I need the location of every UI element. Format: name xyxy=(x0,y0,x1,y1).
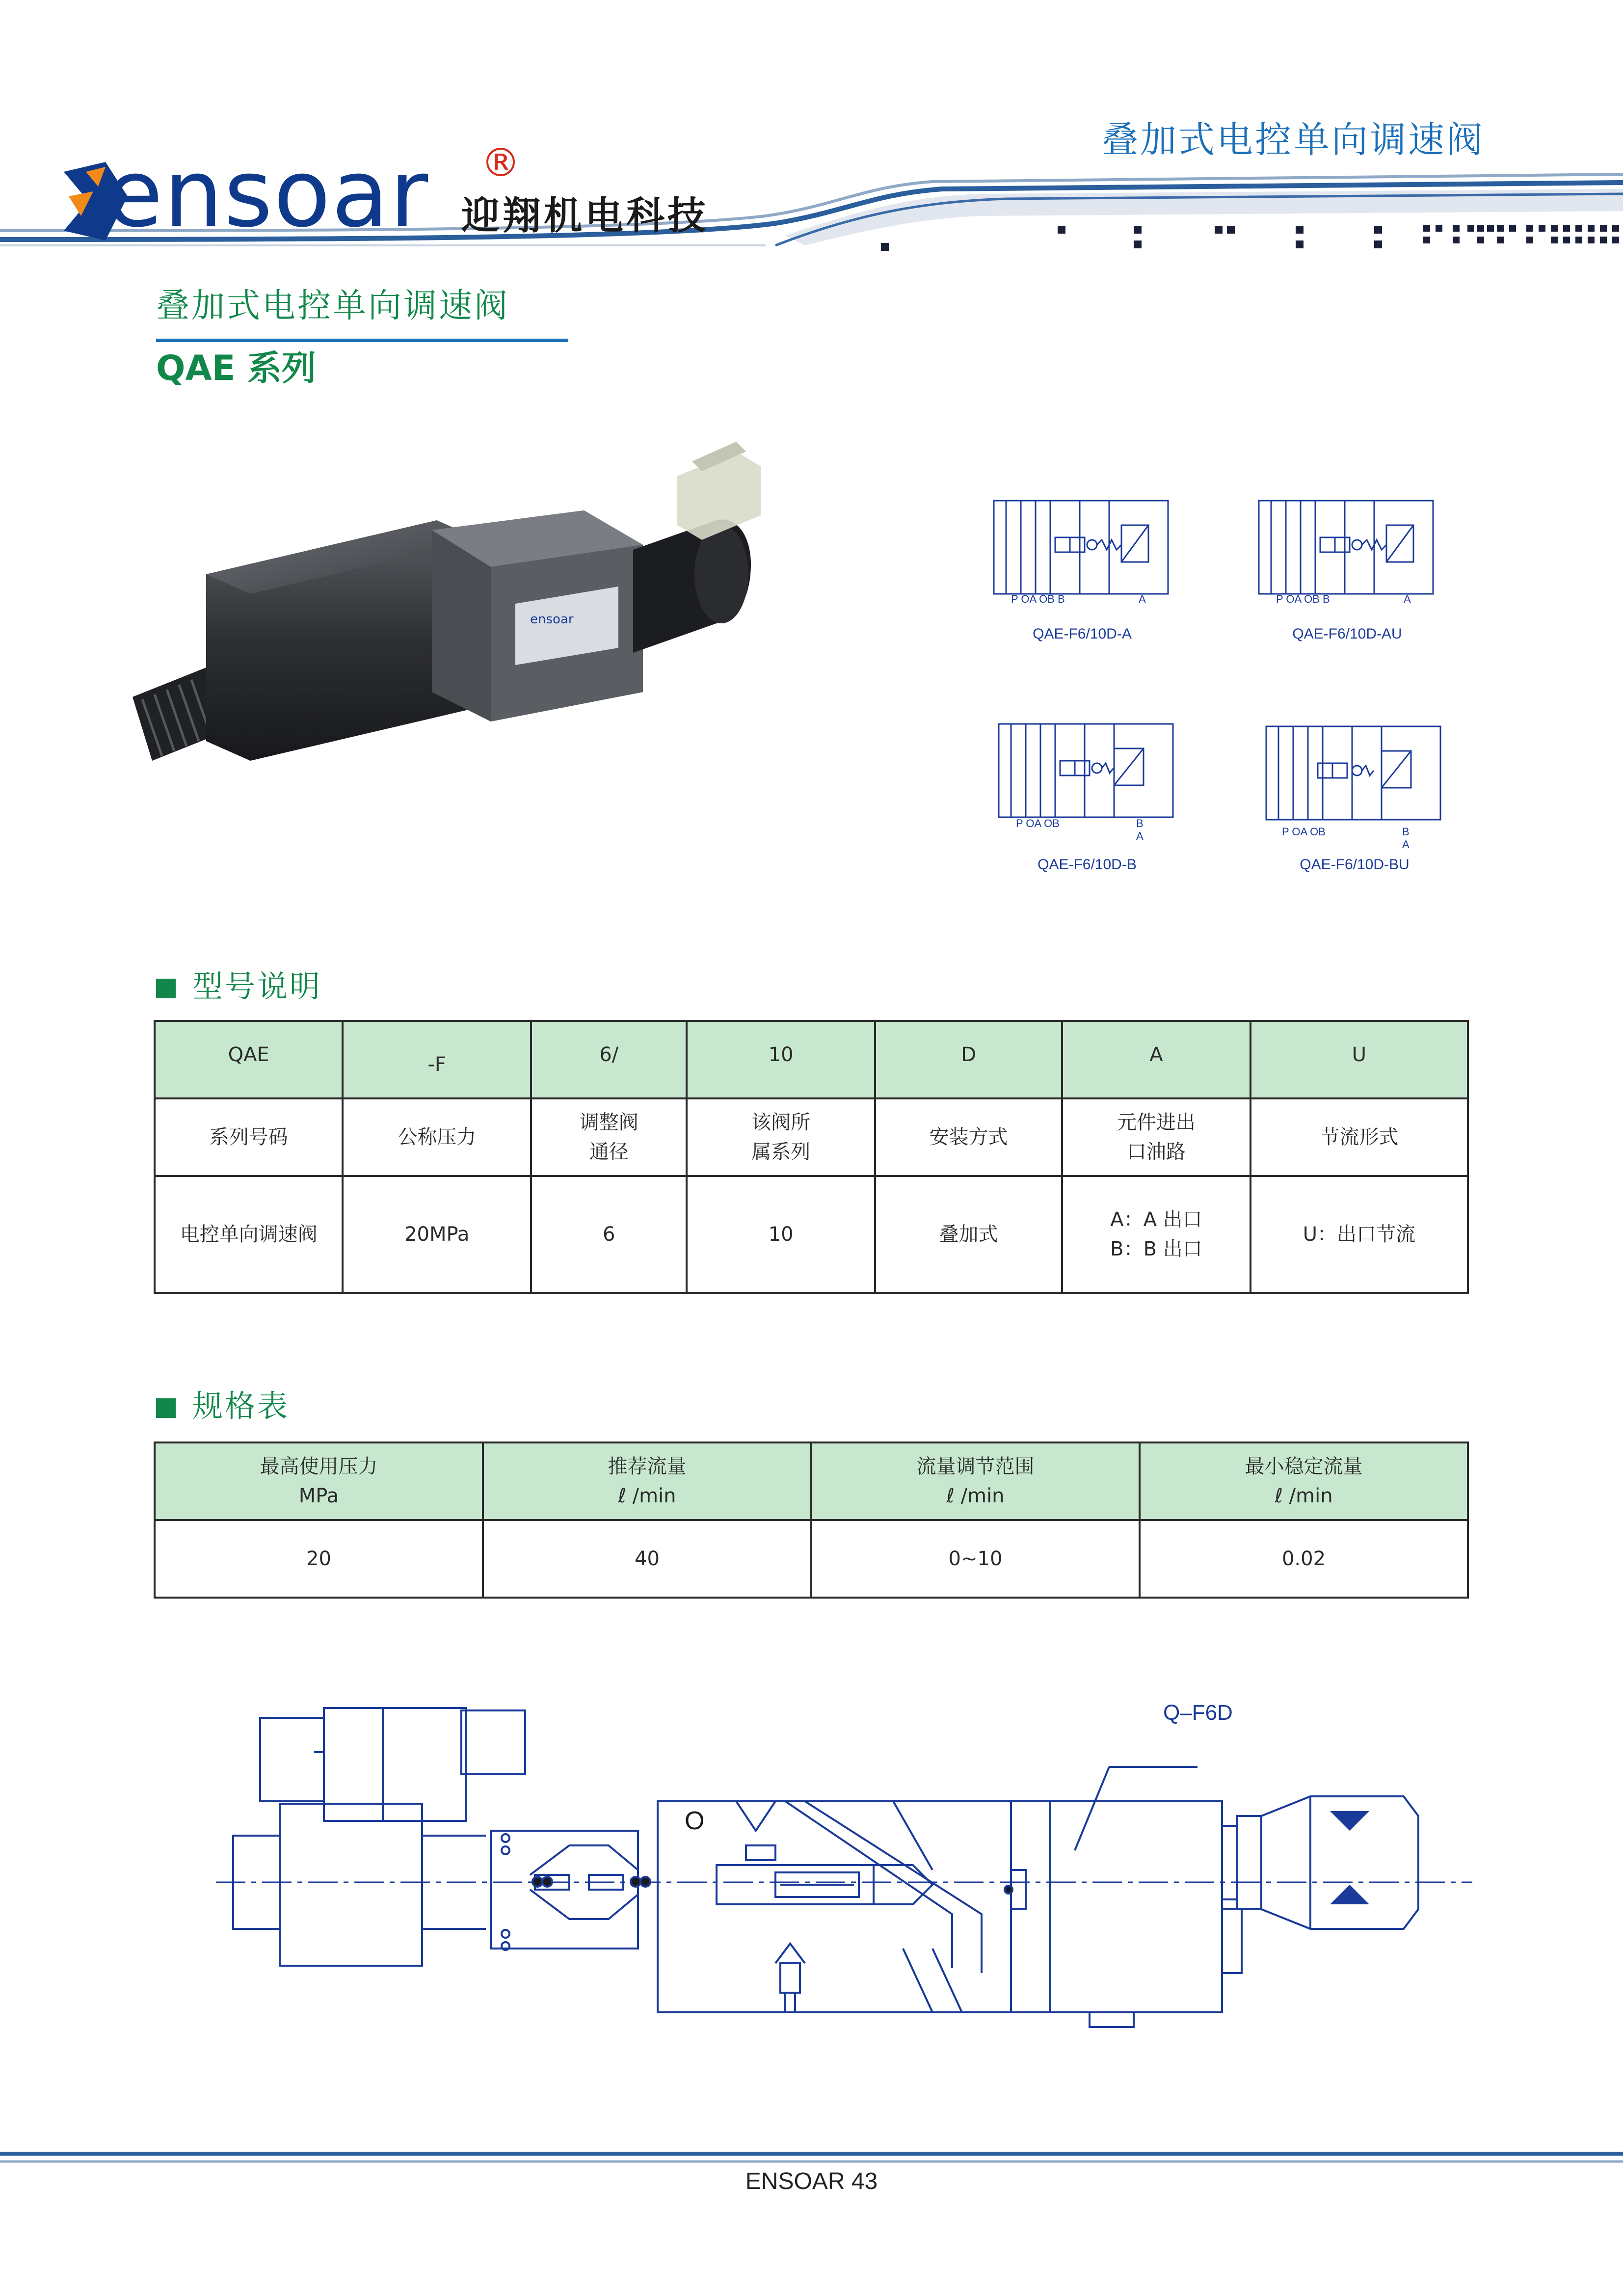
spec-value-cell: 40 xyxy=(483,1520,811,1598)
spec-header-unit: ℓ /min xyxy=(618,1485,676,1507)
spec-header-cell xyxy=(483,1442,811,1520)
page-header xyxy=(0,0,1623,275)
spec-header-unit: MPa xyxy=(298,1485,339,1507)
spec-header-title: 推荐流量 xyxy=(608,1455,687,1478)
code-cell: -F xyxy=(343,1021,531,1098)
cell-line: A：A 出口 xyxy=(1110,1208,1202,1231)
spec-header-unit: ℓ /min xyxy=(946,1485,1005,1507)
model-section-heading xyxy=(156,967,322,1006)
symbol-a-port-left: P OA OB B xyxy=(1011,593,1065,605)
model-code-row xyxy=(155,1021,1468,1098)
code-cell: U xyxy=(1251,1021,1468,1098)
heading-square-icon xyxy=(156,979,176,998)
meaning-text: 公称压力 xyxy=(398,1126,477,1148)
cell-line: 通径 xyxy=(589,1141,629,1163)
symbol-b-ports xyxy=(1016,817,1144,842)
symbol-au-ports xyxy=(1276,593,1411,606)
symbol-au-caption: QAE-F6/10D-AU xyxy=(1292,626,1402,642)
spec-table xyxy=(154,1442,1469,1599)
symbol-bu-port-left: P OA OB xyxy=(1282,826,1326,838)
svg-text:ensoar: ensoar xyxy=(530,612,574,627)
cell-line: 元件进出 xyxy=(1117,1111,1196,1134)
model-table xyxy=(154,1020,1469,1294)
symbol-b-port-left: P OA OB xyxy=(1016,817,1060,829)
cell-line: B：B 出口 xyxy=(1110,1238,1202,1260)
spec-value-row xyxy=(155,1520,1468,1598)
logo-chinese-name: 迎翔机电科技 xyxy=(461,194,709,238)
hydraulic-symbol-a xyxy=(991,498,1173,601)
logo-wordmark: ensoar xyxy=(106,139,429,248)
symbol-a-caption: QAE-F6/10D-A xyxy=(1033,626,1132,642)
value-cell: 20MPa xyxy=(343,1176,531,1293)
cell-line: 调整阀 xyxy=(579,1111,639,1134)
symbol-au-port-left: P OA OB B xyxy=(1276,593,1330,605)
meaning-cell xyxy=(1251,1098,1468,1176)
meaning-cell xyxy=(531,1098,687,1176)
symbol-bu-caption: QAE-F6/10D-BU xyxy=(1300,856,1410,873)
code-cell: 10 xyxy=(687,1021,875,1098)
symbol-a-ports xyxy=(1011,593,1146,606)
sectional-drawing xyxy=(216,1688,1472,2042)
code-cell: D xyxy=(875,1021,1062,1098)
meaning-text: 节流形式 xyxy=(1320,1126,1399,1148)
spec-header-unit: ℓ /min xyxy=(1275,1485,1333,1507)
spec-header-cell xyxy=(1140,1442,1468,1520)
symbol-bu-ports xyxy=(1282,826,1410,851)
spec-value-cell: 0~10 xyxy=(811,1520,1140,1598)
spec-header-row xyxy=(155,1442,1468,1520)
spec-section-heading xyxy=(156,1387,290,1426)
spec-header-cell xyxy=(811,1442,1140,1520)
spec-header-title: 流量调节范围 xyxy=(916,1455,1035,1478)
value-cell: 6 xyxy=(531,1176,687,1293)
model-value-row xyxy=(155,1176,1468,1293)
meaning-cell xyxy=(155,1098,343,1176)
header-title: 叠加式电控单向调速阀 xyxy=(1102,119,1485,161)
page-title: 叠加式电控单向调速阀 xyxy=(156,287,510,325)
spec-heading-text: 规格表 xyxy=(192,1388,290,1424)
value-cell: 电控单向调速阀 xyxy=(155,1176,343,1293)
drawing-label: Q–F6D xyxy=(1163,1701,1233,1725)
code-cell: A xyxy=(1062,1021,1250,1098)
spec-value-cell: 0.02 xyxy=(1140,1520,1468,1598)
model-meaning-row xyxy=(155,1098,1468,1176)
cell-line: 口油路 xyxy=(1126,1141,1186,1163)
meaning-cell xyxy=(875,1098,1062,1176)
value-cell: U：出口节流 xyxy=(1251,1176,1468,1293)
product-photo xyxy=(128,417,825,810)
title-underline xyxy=(156,339,568,342)
value-cell: 叠加式 xyxy=(875,1176,1062,1293)
spec-value-cell: 20 xyxy=(155,1520,483,1598)
meaning-text: 系列号码 xyxy=(209,1126,288,1148)
symbol-au-port-right: A xyxy=(1404,593,1411,605)
spec-header-title: 最小稳定流量 xyxy=(1245,1455,1363,1478)
footer-rules xyxy=(0,2150,1623,2169)
registered-mark: ® xyxy=(481,140,520,186)
meaning-cell xyxy=(343,1098,531,1176)
symbol-bu-port-right: B A xyxy=(1402,826,1410,851)
heading-square-icon xyxy=(156,1398,176,1418)
cell-line: 属系列 xyxy=(751,1141,811,1163)
code-cell: QAE xyxy=(155,1021,343,1098)
meaning-cell xyxy=(687,1098,875,1176)
model-heading-text: 型号说明 xyxy=(192,968,322,1004)
hydraulic-symbol-b xyxy=(996,721,1178,825)
hydraulic-symbol-au xyxy=(1256,498,1438,601)
footer-page-number: ENSOAR 43 xyxy=(745,2168,878,2194)
value-cell: 10 xyxy=(687,1176,875,1293)
meaning-text: 安装方式 xyxy=(929,1126,1008,1148)
code-cell: 6/ xyxy=(531,1021,687,1098)
meaning-cell xyxy=(1062,1098,1250,1176)
symbol-b-caption: QAE-F6/10D-B xyxy=(1038,856,1137,873)
drawing-mark: O xyxy=(685,1807,705,1835)
symbol-a-port-right: A xyxy=(1139,593,1146,605)
series-title: QAE 系列 xyxy=(156,348,316,388)
hydraulic-symbol-bu xyxy=(1264,724,1445,827)
symbol-b-port-right: B A xyxy=(1136,817,1144,842)
spec-header-cell xyxy=(155,1442,483,1520)
value-cell xyxy=(1062,1176,1250,1293)
spec-header-title: 最高使用压力 xyxy=(260,1455,378,1478)
cell-line: 该阀所 xyxy=(751,1111,811,1134)
